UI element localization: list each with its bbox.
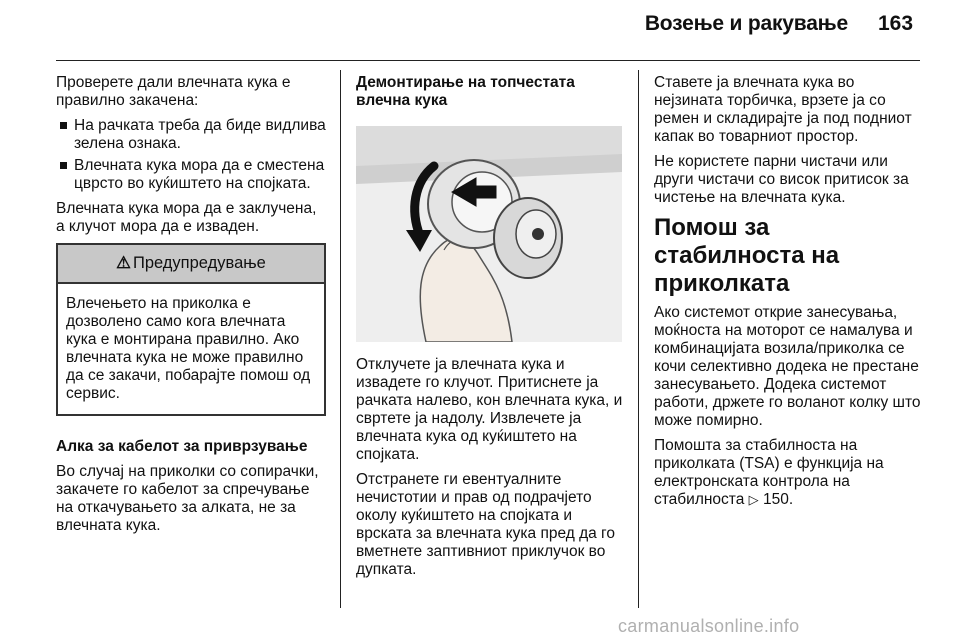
column-3 (654, 74, 924, 516)
removal-heading: Демонтирање на топчестата влечна кука (356, 74, 575, 109)
column-1 (56, 74, 326, 542)
warning-header (58, 245, 324, 284)
stability-heading: Помош за стабилноста на приколката (654, 214, 840, 297)
tsa-text (654, 437, 924, 509)
stability-text: Ако системот открие занесувања, моќноста на моторот се намалува и комбинацијата возила/приколка се кочи селективно додека не престане занесувањето. Додека системот работи, држете го воланот колку што може помирно. (654, 304, 921, 429)
warning-box (56, 243, 326, 416)
column-divider-1 (340, 70, 341, 608)
warning-triangle-icon: ⚠ (116, 254, 131, 272)
towbar-removal-image (356, 126, 622, 342)
watermark: carmanualsonline.info (618, 616, 800, 636)
removal-instructions: Отклучете ја влечната кука и извадете го клучот. Притиснете ја рачката налево, кон влечната кука, и свртете ја надолу. Извлечете ја влечната кука од куќиштето на спојката. (356, 356, 623, 463)
page-number: 163 (878, 12, 914, 35)
warning-body: Влечењето на приколка е дозволено само кога влечната кука е монтирана правилно. Ако влечната кука не може правилно да се закачи, побарајте помош од сервис. (66, 295, 311, 402)
column-2 (356, 74, 626, 586)
towbar-illustration (356, 126, 622, 342)
page-reference[interactable]: 150. (762, 491, 794, 508)
cleaner-warning-text: Не користете парни чистачи или други чистачи со висок притисок за чистење на влечната кука. (654, 153, 909, 206)
lock-text: Влечната кука мора да е заклучена, а клучот мора да е изваден. (56, 200, 317, 235)
check-list (56, 117, 326, 193)
header-title: Возење и ракување (644, 12, 848, 35)
storage-text: Ставете ја влечната кука во нејзината торбичка, врзете ја со ремен и складирајте ја под подниот капак во товарниот простор. (654, 74, 912, 145)
page-reference-arrow-icon: ▷ (748, 492, 759, 507)
list-item: Влечната кука мора да е сместена цврсто во куќиштето на спојката. (56, 157, 326, 193)
tsa-text-body: Помошта за стабилноста на приколката (TSA) е функција на електронската контрола на стабилноста (654, 437, 884, 508)
header-divider (56, 60, 920, 61)
cable-heading: Алка за кабелот за приврзување (56, 438, 308, 455)
cleaning-instructions: Отстранете ги евентуалните нечистотии и прав од подрачјето околу куќиштето на спојката и врската за влечната кука пред да го вметнете заптивниот приклучок во дупката. (356, 471, 615, 578)
list-item: На рачката треба да биде видлива зелена ознака. (56, 117, 326, 153)
column-divider-2 (638, 70, 639, 608)
cable-text: Во случај на приколки со сопирачки, закачете го кабелот за спречување на откачувањето за алката, не за влечната кука. (56, 463, 319, 534)
intro-text: Проверете дали влечната кука е правилно закачена: (56, 74, 291, 109)
warning-title: Предупредување (132, 254, 266, 272)
